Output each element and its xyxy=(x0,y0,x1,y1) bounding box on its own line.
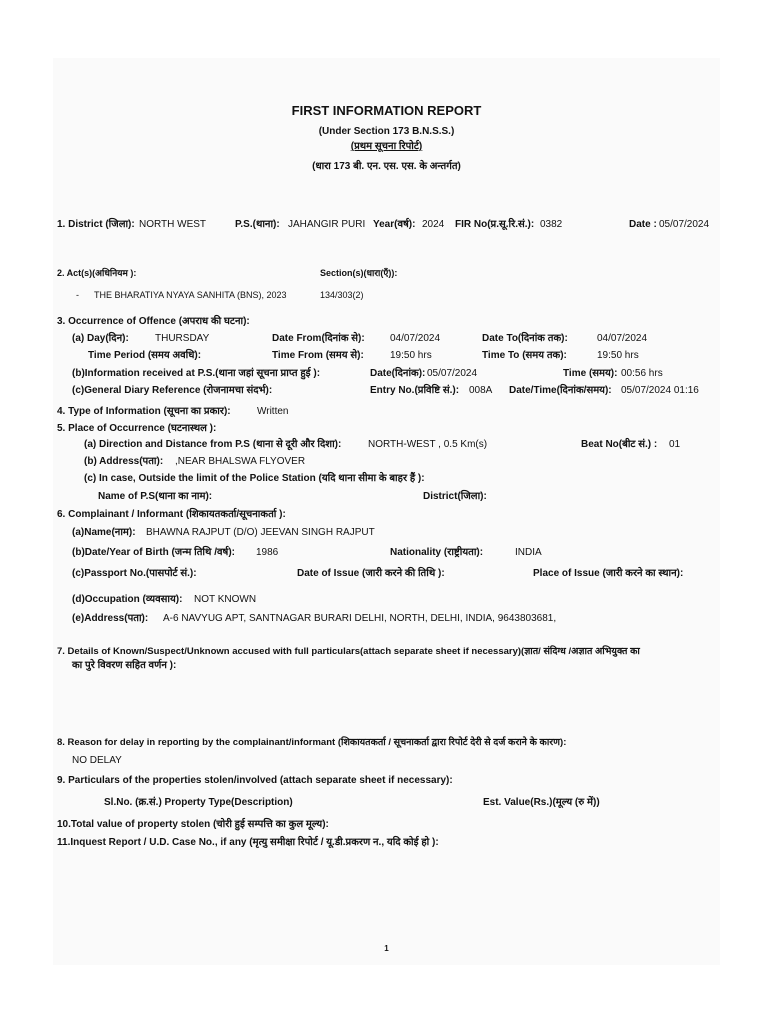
info-date-value: 05/07/2024 xyxy=(427,368,478,379)
report-subtitle: (Under Section 173 B.N.S.S.) xyxy=(318,126,455,137)
entry-label: Entry No.(प्रविष्टि सं.): xyxy=(370,385,460,396)
property-header-type: Sl.No. (क्र.सं.) Property Type(Description) xyxy=(104,797,293,808)
accused-details-label: 7. Details of Known/Suspect/Unknown accused with full particulars(attach separate sheet if necessary)(ज्ञात/ संदिग्ध /अज्ञात अभियुक्त का xyxy=(57,646,640,657)
complainant-address-label: (e)Address(पता): xyxy=(72,613,149,624)
dob-label: (b)Date/Year of Birth (जन्म तिथि /वर्ष): xyxy=(72,547,235,558)
date-value: 05/07/2024 xyxy=(659,219,710,230)
info-time-label: Time (समय): xyxy=(563,368,618,379)
gd-datetime-value: 05/07/2024 01:16 xyxy=(621,385,699,396)
ps-value: JAHANGIR PURI xyxy=(288,219,366,230)
occupation-label: (d)Occupation (व्यवसाय): xyxy=(72,594,183,605)
report-hindi-subtitle: (धारा 173 बी. एन. एस. एस. के अन्तर्गत) xyxy=(312,161,461,172)
fir-label: FIR No(प्र.सू.रि.सं.): xyxy=(455,219,535,230)
fir-value: 0382 xyxy=(540,219,563,230)
info-date-label: Date(दिनांक): xyxy=(370,368,426,379)
inquest-label: 11.Inquest Report / U.D. Case No., if any (मृत्यु समीक्षा रिपोर्ट / यू.डी.प्रकरण न., यदि कोई हो ): xyxy=(57,837,439,848)
date-to-value: 04/07/2024 xyxy=(597,333,648,344)
passport-label: (c)Passport No.(पासपोर्ट सं.): xyxy=(72,568,197,579)
place-heading: 5. Place of Occurrence (घटनास्थल ): xyxy=(57,423,217,434)
act-dash: - xyxy=(76,290,79,300)
place-address-value: ,NEAR BHALSWA FLYOVER xyxy=(175,456,306,467)
time-to-label: Time To (समय तक): xyxy=(482,350,567,361)
beat-value: 01 xyxy=(669,439,681,450)
day-value: THURSDAY xyxy=(155,333,210,344)
delay-reason-value: NO DELAY xyxy=(72,755,122,766)
property-header-value: Est. Value(Rs.)(मूल्य (रु में)) xyxy=(483,797,600,808)
date-to-label: Date To(दिनांक तक): xyxy=(482,333,568,344)
time-from-label: Time From (समय से): xyxy=(272,350,364,361)
ps-label: P.S.(थाना): xyxy=(235,219,280,230)
gd-label: (c)General Diary Reference (रोजनामचा संदर्भ): xyxy=(72,385,273,396)
report-title: FIRST INFORMATION REPORT xyxy=(291,103,482,118)
district-value: NORTH WEST xyxy=(139,219,207,230)
occupation-value: NOT KNOWN xyxy=(194,594,257,605)
info-time-value: 00:56 hrs xyxy=(621,368,663,379)
date-from-value: 04/07/2024 xyxy=(390,333,441,344)
beat-label: Beat No(बीट सं.) : xyxy=(581,439,658,450)
complainant-heading: 6. Complainant / Informant (शिकायतकर्ता/सूचनाकर्ता ): xyxy=(57,509,286,520)
year-value: 2024 xyxy=(422,219,445,230)
day-label: (a) Day(दिन): xyxy=(72,333,129,344)
page-number: 1 xyxy=(384,944,389,953)
act-value: THE BHARATIYA NYAYA SANHITA (BNS), 2023 xyxy=(94,290,287,300)
outside-ps-name-label: Name of P.S(थाना का नाम): xyxy=(98,491,213,502)
act-label: 2. Act(s)(अधिनियम ): xyxy=(57,268,137,278)
info-received-label: (b)Information received at P.S.(थाना जहां सूचना प्राप्त हुई ): xyxy=(72,368,321,379)
entry-value: 008A xyxy=(469,385,493,396)
properties-label: 9. Particulars of the properties stolen/involved (attach separate sheet if necessary): xyxy=(57,775,453,786)
district-label: 1. District (जिला): xyxy=(57,219,135,230)
complainant-name-value: BHAWNA RAJPUT (D/O) JEEVAN SINGH RAJPUT xyxy=(146,527,375,538)
direction-value: NORTH-WEST , 0.5 Km(s) xyxy=(368,439,488,450)
delay-reason-label: 8. Reason for delay in reporting by the complainant/informant (शिकायतकर्ता / सूचनाकर्ता द्वारा रिपोर्ट देरी से दर्ज कराने के कारण): xyxy=(57,737,567,748)
section-label: Section(s)(धारा(एँ)): xyxy=(320,268,398,278)
section-value: 134/303(2) xyxy=(320,290,364,300)
gd-datetime-label: Date/Time(दिनांक/समय): xyxy=(509,385,612,396)
nationality-label: Nationality (राष्ट्रीयता): xyxy=(390,547,484,558)
report-hindi-title: (प्रथम सूचना रिपोर्ट) xyxy=(350,141,423,152)
complainant-address-value: A-6 NAVYUG APT, SANTNAGAR BURARI DELHI, NORTH, DELHI, INDIA, 9643803681, xyxy=(163,613,557,624)
place-address-label: (b) Address(पता): xyxy=(84,456,164,467)
time-from-value: 19:50 hrs xyxy=(390,350,432,361)
time-to-value: 19:50 hrs xyxy=(597,350,639,361)
issue-date-label: Date of Issue (जारी करने की तिथि ): xyxy=(297,568,445,579)
total-value-label: 10.Total value of property stolen (चोरी हुई सम्पत्ति का कुल मूल्य): xyxy=(57,819,329,830)
year-label: Year(वर्ष): xyxy=(373,219,416,230)
nationality-value: INDIA xyxy=(515,547,542,558)
time-period-label: Time Period (समय अवधि): xyxy=(88,350,202,361)
accused-details-label-cont: का पुरे विवरण सहित वर्णन ): xyxy=(72,660,177,671)
direction-label: (a) Direction and Distance from P.S (थाना से दूरी और दिशा): xyxy=(84,439,342,450)
info-type-label: 4. Type of Information (सूचना का प्रकार): xyxy=(57,406,231,417)
date-from-label: Date From(दिनांक से): xyxy=(272,333,365,344)
date-label: Date : xyxy=(629,219,657,230)
issue-place-label: Place of Issue (जारी करने का स्थान): xyxy=(533,568,684,579)
occurrence-heading: 3. Occurrence of Offence (अपराध की घटना): xyxy=(57,316,250,327)
outside-district-label: District(जिला): xyxy=(423,491,487,502)
info-type-value: Written xyxy=(257,406,289,417)
complainant-name-label: (a)Name(नाम): xyxy=(72,527,136,538)
dob-value: 1986 xyxy=(256,547,279,558)
outside-limit-label: (c) In case, Outside the limit of the Police Station (यदि थाना सीमा के बाहर हैं ): xyxy=(84,473,425,484)
